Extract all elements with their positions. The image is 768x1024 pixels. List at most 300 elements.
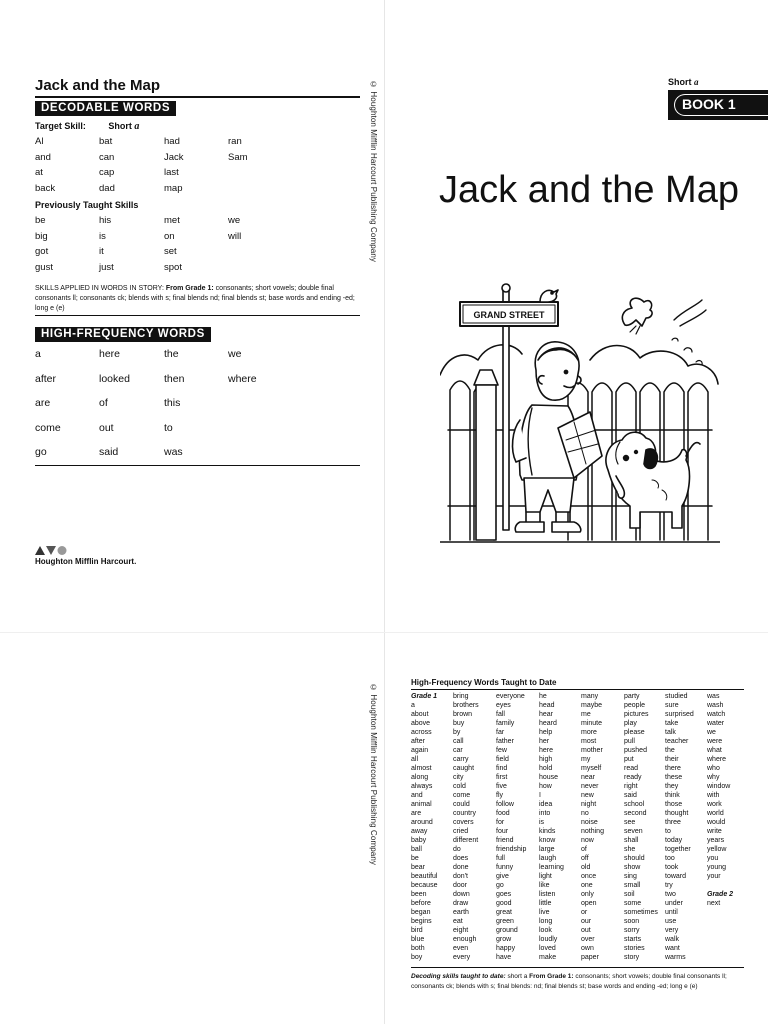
street-sign-text: GRAND STREET bbox=[473, 310, 545, 320]
hf-word: go bbox=[496, 882, 504, 889]
word-list-panel bbox=[35, 76, 360, 466]
hf-word: enough bbox=[453, 936, 477, 943]
hf-word: young bbox=[707, 864, 727, 871]
hf-word: about bbox=[411, 711, 429, 718]
hf-word: light bbox=[539, 873, 552, 880]
word bbox=[228, 391, 292, 416]
hf-word: talk bbox=[665, 729, 676, 736]
hf-word: two bbox=[665, 891, 676, 898]
word: go bbox=[35, 446, 47, 458]
hf-word: there bbox=[665, 765, 681, 772]
hf-word: fly bbox=[496, 792, 503, 799]
hf-word: earth bbox=[453, 909, 469, 916]
hf-word: off bbox=[581, 855, 589, 862]
hf-word: caught bbox=[453, 765, 475, 772]
hf-word: you bbox=[707, 855, 719, 862]
fold-line-horizontal bbox=[0, 632, 768, 633]
hf-word: four bbox=[496, 828, 509, 835]
hf-word: read bbox=[624, 765, 639, 772]
hf-word: always bbox=[411, 783, 433, 790]
word: at bbox=[35, 167, 43, 178]
grade-heading: Grade 1 bbox=[411, 693, 438, 700]
hf-word: soil bbox=[624, 891, 635, 898]
hf-word: he bbox=[539, 693, 547, 700]
logo-shapes-icon bbox=[35, 545, 75, 555]
hf-word: is bbox=[539, 819, 545, 826]
hf-word: high bbox=[539, 756, 553, 763]
hf-word: toward bbox=[665, 873, 687, 880]
word: and bbox=[35, 151, 51, 163]
hf-taught-rule-bottom bbox=[411, 967, 744, 968]
hf-word: heard bbox=[539, 720, 557, 727]
hf-word: one bbox=[581, 882, 593, 889]
hf-word: for bbox=[496, 819, 505, 826]
hf-word: stories bbox=[624, 945, 645, 952]
hf-word: every bbox=[453, 954, 471, 961]
skills-applied bbox=[35, 284, 360, 315]
hf-word: more bbox=[581, 729, 597, 736]
hf-word: boy bbox=[411, 954, 423, 961]
hf-word: until bbox=[665, 909, 678, 916]
hf-word: their bbox=[665, 756, 679, 763]
hf-word: under bbox=[665, 900, 683, 907]
word: had bbox=[164, 136, 180, 147]
publisher-logo bbox=[35, 545, 195, 567]
fold-line-vertical bbox=[384, 0, 385, 1024]
word: a bbox=[35, 348, 41, 360]
hf-word: good bbox=[496, 900, 512, 907]
hf-word: don't bbox=[453, 873, 468, 880]
word bbox=[228, 440, 292, 465]
hf-word: take bbox=[665, 720, 679, 727]
hf-word: loved bbox=[539, 945, 556, 952]
hf-word: different bbox=[453, 837, 479, 844]
hf-word: water bbox=[707, 720, 725, 727]
hf-word: almost bbox=[411, 765, 432, 772]
word: the bbox=[164, 348, 179, 360]
hf-word: follow bbox=[496, 801, 514, 808]
hf-word: out bbox=[581, 927, 591, 934]
decoding-text: consonants; short vowels; double final consonants ll; consonants ck; blends with s; final blends: nd; final blends st; base words and ending -ed; long e (e) bbox=[411, 973, 727, 990]
hf-word: now bbox=[581, 837, 594, 844]
hf-word: story bbox=[624, 954, 640, 961]
hf-word: find bbox=[496, 765, 508, 772]
hf-word: house bbox=[539, 774, 559, 781]
hf-word: what bbox=[707, 747, 722, 754]
hf-word: ground bbox=[496, 927, 518, 934]
target-skill-label: Target Skill: bbox=[35, 121, 86, 131]
hf-word: kinds bbox=[539, 828, 556, 835]
hf-word: see bbox=[624, 819, 636, 826]
hf-word: warms bbox=[665, 954, 686, 961]
hf-word: into bbox=[539, 810, 551, 817]
hf-word: done bbox=[453, 864, 469, 871]
hf-word: happy bbox=[496, 945, 516, 952]
hf-word: far bbox=[496, 729, 505, 736]
hf-word: food bbox=[496, 810, 510, 817]
hf-word: mother bbox=[581, 747, 603, 754]
hf-word: party bbox=[624, 693, 640, 700]
hf-word: everyone bbox=[496, 693, 525, 700]
word: out bbox=[99, 421, 114, 434]
hf-column bbox=[411, 692, 453, 962]
hf-word: most bbox=[581, 738, 597, 745]
publisher-name: Houghton Mifflin Harcourt. bbox=[35, 557, 137, 566]
hf-word: use bbox=[665, 918, 677, 925]
word bbox=[228, 244, 292, 260]
hf-word: play bbox=[624, 720, 637, 727]
hf-word: father bbox=[496, 738, 514, 745]
hf-word: once bbox=[581, 873, 597, 880]
word bbox=[228, 181, 292, 197]
target-skill bbox=[35, 119, 360, 134]
word: bat bbox=[99, 136, 113, 147]
hf-word: buy bbox=[453, 720, 465, 727]
target-skill-value: Short a bbox=[108, 121, 140, 132]
word: Sam bbox=[228, 151, 248, 163]
skills-applied-text: consonants; short vowels; double final consonants ll; consonants ck; blends with s; final blends nd; final blends st; base words and ending -ed; long e (e) bbox=[35, 285, 355, 312]
hf-column bbox=[453, 692, 496, 962]
word bbox=[228, 260, 292, 276]
hf-word: soon bbox=[624, 918, 640, 925]
skills-applied-lead: SKILLS APPLIED IN WORDS IN STORY: bbox=[35, 285, 164, 292]
word: was bbox=[164, 446, 183, 458]
hf-word: she bbox=[624, 846, 636, 853]
hf-word: world bbox=[707, 810, 724, 817]
hf-word: ready bbox=[624, 774, 642, 781]
hf-word: know bbox=[539, 837, 556, 844]
hf-word: write bbox=[707, 828, 722, 835]
hf-word: teacher bbox=[665, 738, 689, 745]
hf-word: bear bbox=[411, 864, 426, 871]
hf-word: both bbox=[411, 945, 425, 952]
hf-taught-title: High-Frequency Words Taught to Date bbox=[411, 678, 557, 687]
word: be bbox=[35, 215, 46, 226]
hf-word: long bbox=[539, 918, 553, 925]
hf-word: where bbox=[707, 756, 727, 763]
hf-word: ball bbox=[411, 846, 422, 853]
hf-word: away bbox=[411, 828, 428, 835]
hf-word: down bbox=[453, 891, 470, 898]
hf-word: here bbox=[539, 747, 554, 754]
word: Al bbox=[35, 136, 44, 147]
hf-word: even bbox=[453, 945, 469, 952]
hf-word: to bbox=[665, 828, 671, 835]
hf-word: goes bbox=[496, 891, 512, 898]
word: to bbox=[164, 421, 173, 434]
hf-word: no bbox=[581, 810, 589, 817]
hf-word: pictures bbox=[624, 711, 649, 718]
cover-title: Jack and the Map bbox=[439, 169, 739, 211]
hf-word: sing bbox=[624, 873, 637, 880]
story-title: Jack and the Map bbox=[35, 77, 161, 94]
word: it bbox=[99, 246, 104, 257]
hf-word: little bbox=[539, 900, 552, 907]
hf-word: try bbox=[665, 882, 673, 889]
hf-word: with bbox=[707, 792, 720, 799]
hf-word: window bbox=[707, 783, 731, 790]
hf-word: bring bbox=[453, 693, 469, 700]
hf-word: because bbox=[411, 882, 438, 889]
hf-word: walk bbox=[665, 936, 680, 943]
decoding-short: short a bbox=[507, 973, 528, 980]
hf-word: grow bbox=[496, 936, 512, 943]
hf-word: cried bbox=[453, 828, 469, 835]
hf-taught-rule bbox=[411, 689, 744, 690]
hf-word: noise bbox=[581, 819, 598, 826]
word: will bbox=[228, 230, 242, 242]
hf-word: surprised bbox=[665, 711, 694, 718]
hf-column bbox=[496, 692, 539, 962]
hf-word: some bbox=[624, 900, 642, 907]
hf-word: want bbox=[665, 945, 680, 952]
hf-word: open bbox=[581, 900, 597, 907]
hf-word: could bbox=[453, 801, 470, 808]
hf-word: our bbox=[581, 918, 592, 925]
hf-word: small bbox=[624, 882, 641, 889]
word: here bbox=[99, 348, 121, 360]
hf-word: field bbox=[496, 756, 509, 763]
hf-word: would bbox=[707, 819, 726, 826]
hf-word: of bbox=[581, 846, 587, 853]
hf-word: starts bbox=[624, 936, 642, 943]
hf-word: country bbox=[453, 810, 476, 817]
hf-word: bird bbox=[411, 927, 423, 934]
decoding-label: Decoding skills taught to date: bbox=[411, 973, 506, 980]
book-label: BOOK 1 bbox=[674, 94, 768, 116]
word: big bbox=[35, 230, 48, 242]
hf-word: paper bbox=[581, 954, 599, 961]
hf-word: or bbox=[581, 909, 588, 916]
hf-word: few bbox=[496, 747, 507, 754]
hf-word: live bbox=[539, 909, 550, 916]
hf-word: around bbox=[411, 819, 433, 826]
word: dad bbox=[99, 182, 115, 194]
skills-applied-grade: From Grade 1: bbox=[165, 285, 214, 292]
hf-word: seven bbox=[624, 828, 643, 835]
hf-word: before bbox=[411, 900, 431, 907]
hf-word: brown bbox=[453, 711, 473, 718]
hf-word: pushed bbox=[624, 747, 647, 754]
word: of bbox=[99, 397, 108, 409]
word: on bbox=[164, 230, 175, 242]
hf-word: eyes bbox=[496, 702, 511, 709]
decodable-words-label: DECODABLE WORDS bbox=[35, 101, 176, 116]
word: this bbox=[164, 397, 181, 409]
hf-word: first bbox=[496, 774, 508, 781]
hf-word: full bbox=[496, 855, 505, 862]
hf-word: sure bbox=[665, 702, 679, 709]
word: can bbox=[99, 151, 115, 163]
hf-word: a bbox=[411, 702, 415, 709]
hf-word: city bbox=[453, 774, 464, 781]
copyright-top: © Houghton Mifflin Harcourt Publishing Company bbox=[369, 80, 378, 262]
hf-word: very bbox=[665, 927, 679, 934]
hf-word: across bbox=[411, 729, 432, 736]
hf-word: over bbox=[581, 936, 595, 943]
hf-word: baby bbox=[411, 837, 427, 844]
hf-word: old bbox=[581, 864, 591, 871]
hf-word: those bbox=[665, 801, 683, 808]
hf-word: next bbox=[707, 900, 721, 907]
word: set bbox=[164, 246, 177, 257]
hf-word: together bbox=[665, 846, 691, 853]
hf-word: large bbox=[539, 846, 555, 853]
hf-word: draw bbox=[453, 900, 469, 907]
hf-word: five bbox=[496, 783, 507, 790]
hf-word: sometimes bbox=[624, 909, 658, 916]
word: come bbox=[35, 421, 61, 434]
cover-skill-label: Short a bbox=[668, 77, 699, 87]
hf-word: myself bbox=[581, 765, 602, 772]
word: spot bbox=[164, 261, 182, 273]
word: back bbox=[35, 182, 56, 194]
hf-word: again bbox=[411, 747, 429, 754]
hf-word: years bbox=[707, 837, 725, 844]
hf-word: like bbox=[539, 882, 550, 889]
hf-word: was bbox=[707, 693, 720, 700]
cover-illustration bbox=[440, 280, 720, 570]
hf-word: funny bbox=[496, 864, 514, 871]
hf-word: hear bbox=[539, 711, 554, 718]
hf-word: green bbox=[496, 918, 514, 925]
hf-column bbox=[624, 692, 665, 962]
hf-word: were bbox=[707, 738, 723, 745]
grade-heading: Grade 2 bbox=[707, 891, 734, 898]
hf-column bbox=[581, 692, 624, 962]
hf-word: wash bbox=[707, 702, 724, 709]
word: we bbox=[228, 348, 242, 360]
hf-word: minute bbox=[581, 720, 603, 727]
hf-word: studied bbox=[665, 693, 688, 700]
hf-word: began bbox=[411, 909, 431, 916]
high-frequency-grid bbox=[35, 342, 360, 465]
hf-word: pull bbox=[624, 738, 635, 745]
hf-word: your bbox=[707, 873, 721, 880]
hf-word: make bbox=[539, 954, 557, 961]
hf-word: why bbox=[707, 774, 720, 781]
hf-word: many bbox=[581, 693, 599, 700]
hf-word: been bbox=[411, 891, 427, 898]
hf-word: help bbox=[539, 729, 553, 736]
hf-word: family bbox=[496, 720, 515, 727]
hf-word: show bbox=[624, 864, 641, 871]
copyright-bottom: © Houghton Mifflin Harcourt Publishing Company bbox=[369, 683, 378, 865]
hf-word: blue bbox=[411, 936, 425, 943]
previous-words-grid bbox=[35, 213, 360, 275]
hf-word: nothing bbox=[581, 828, 604, 835]
hf-word: head bbox=[539, 702, 555, 709]
hf-word: these bbox=[665, 774, 683, 781]
hf-word: brothers bbox=[453, 702, 479, 709]
word: just bbox=[99, 261, 114, 273]
hf-word: door bbox=[453, 882, 468, 889]
hf-word: should bbox=[624, 855, 645, 862]
word: cap bbox=[99, 167, 115, 178]
word: said bbox=[99, 446, 119, 458]
hf-word: watch bbox=[707, 711, 726, 718]
hf-word: night bbox=[581, 801, 597, 808]
hf-word: does bbox=[453, 855, 469, 862]
hf-word: eat bbox=[453, 918, 463, 925]
hf-word: yellow bbox=[707, 846, 727, 853]
hf-taught-grid bbox=[411, 692, 744, 962]
hf-column bbox=[665, 692, 707, 962]
hf-word: they bbox=[665, 783, 679, 790]
hf-word: people bbox=[624, 702, 646, 709]
hf-column bbox=[707, 692, 744, 962]
hf-word: took bbox=[665, 864, 679, 871]
word bbox=[228, 165, 292, 181]
hf-word: sorry bbox=[624, 927, 640, 934]
decoding-skills bbox=[411, 972, 746, 992]
word bbox=[228, 416, 292, 441]
hf-word: laugh bbox=[539, 855, 557, 862]
hf-word: above bbox=[411, 720, 431, 727]
hf-word: thought bbox=[665, 810, 689, 817]
hf-word: call bbox=[453, 738, 464, 745]
word: we bbox=[228, 215, 241, 226]
hf-word: by bbox=[453, 729, 461, 736]
hf-word: second bbox=[624, 810, 647, 817]
hf-word: school bbox=[624, 801, 645, 808]
hf-word: never bbox=[581, 783, 599, 790]
high-frequency-words-label: HIGH-FREQUENCY WORDS bbox=[35, 327, 211, 342]
hf-word: carry bbox=[453, 756, 469, 763]
hf-word: maybe bbox=[581, 702, 603, 709]
hf-word: three bbox=[665, 819, 681, 826]
hf-word: car bbox=[453, 747, 463, 754]
hf-word: shall bbox=[624, 837, 639, 844]
hf-word: look bbox=[539, 927, 552, 934]
hf-word: give bbox=[496, 873, 509, 880]
hf-word: come bbox=[453, 792, 471, 799]
hf-word: friendship bbox=[496, 846, 527, 853]
hf-word: after bbox=[411, 738, 426, 745]
hf-word: fall bbox=[496, 711, 505, 718]
hf-word: do bbox=[453, 846, 461, 853]
word: got bbox=[35, 246, 49, 257]
bottom-rule bbox=[35, 465, 360, 466]
title-rule bbox=[35, 96, 360, 98]
hf-word: the bbox=[665, 747, 675, 754]
hf-word: all bbox=[411, 756, 419, 763]
word: are bbox=[35, 397, 51, 409]
hf-word: I bbox=[539, 792, 541, 799]
hf-word: be bbox=[411, 855, 419, 862]
word: then bbox=[164, 372, 185, 385]
target-words-grid bbox=[35, 134, 360, 196]
hf-word: eight bbox=[453, 927, 469, 934]
hf-word: right bbox=[624, 783, 638, 790]
hf-word: only bbox=[581, 891, 594, 898]
hf-word: my bbox=[581, 756, 591, 763]
word: after bbox=[35, 372, 57, 385]
word: ran bbox=[228, 136, 242, 147]
hf-word: cold bbox=[453, 783, 466, 790]
hf-word: listen bbox=[539, 891, 556, 898]
hf-word: are bbox=[411, 810, 422, 817]
hf-word: we bbox=[707, 729, 716, 736]
hf-word: near bbox=[581, 774, 596, 781]
hf-word: put bbox=[624, 756, 634, 763]
word: met bbox=[164, 215, 180, 226]
hf-column bbox=[539, 692, 581, 962]
word: last bbox=[164, 167, 179, 178]
hf-word: idea bbox=[539, 801, 553, 808]
hf-word: work bbox=[707, 801, 722, 808]
hf-word: animal bbox=[411, 801, 432, 808]
